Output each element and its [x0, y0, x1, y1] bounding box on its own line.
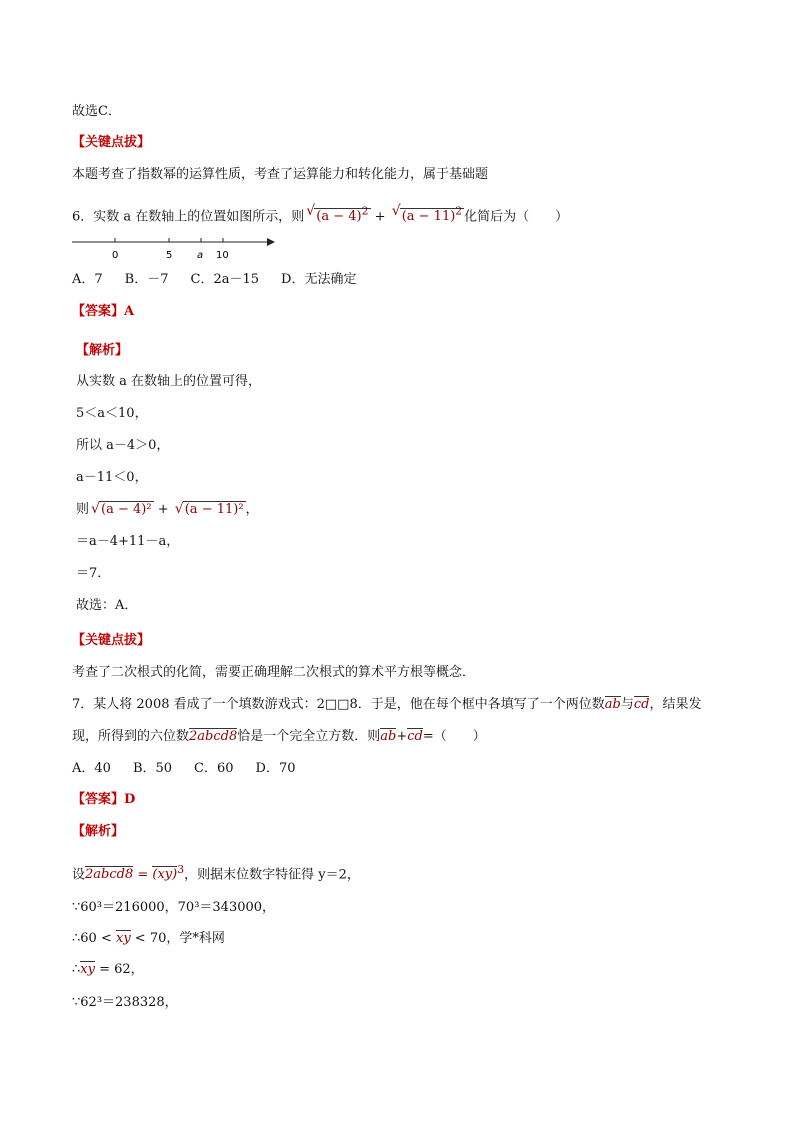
analysis-heading: 【解析】 [76, 343, 129, 358]
solution-line [72, 860, 360, 885]
sqrt-expression: √ (a − 4)² [91, 501, 152, 517]
sqrt-expression: √ $(a - 11)^2$ [391, 203, 463, 225]
solution-line: 故选：A． [76, 598, 138, 613]
radicand: (a − 4) [316, 209, 362, 225]
plus-sign: + [153, 502, 173, 517]
solution-line [72, 960, 144, 980]
solution-line [76, 500, 259, 520]
overline-expression: xy [115, 931, 131, 946]
question-7-line-2 [72, 727, 486, 747]
radicand: (a − 4)² [101, 502, 152, 517]
axis-label-5: 5 [166, 250, 173, 261]
question-7-line-1 [72, 695, 701, 715]
solution-line: 5＜a＜10， [76, 406, 148, 421]
option-c: C．60 [194, 761, 234, 776]
question-6 [72, 202, 568, 227]
radicand: (a − 11)² [184, 502, 244, 517]
text: ∴ [72, 962, 81, 977]
equals-sign: = [133, 867, 153, 883]
text: 现，所得到的六位数 [72, 729, 190, 744]
q7-options [72, 759, 318, 779]
overline-expression: cd [633, 697, 650, 712]
axis-label-0: 0 [112, 250, 119, 261]
exponent: 3 [177, 863, 185, 876]
overline-expression: ab [380, 729, 397, 744]
text: 恰是一个完全立方数．则 [237, 729, 381, 744]
q6-suffix: 化简后为（ ） [464, 209, 569, 225]
option-b: B．－7 [124, 272, 169, 287]
text-line: 本题考查了指数幂的运算性质，考查了运算能力和转化能力，属于基础题 [72, 167, 489, 182]
text-line: 故选C． [72, 104, 121, 119]
text: ，结果发 [649, 697, 702, 712]
answer-line: 【答案】D [72, 792, 136, 807]
section-heading: 【关键点拔】 [72, 633, 151, 648]
text: ， [245, 502, 259, 517]
plus-sign: + [396, 729, 408, 744]
number-line [72, 234, 282, 264]
option-d: D．70 [255, 761, 296, 776]
solution-line: a－11＜0， [76, 470, 148, 485]
sqrt-expression: √ $(a - 4)^2$ [306, 203, 369, 225]
solution-line: ＝7． [76, 566, 111, 581]
overline-expression: cd [407, 729, 423, 744]
plus-sign: + [370, 209, 390, 225]
solution-line: ∵62³＝238328， [72, 995, 178, 1010]
overline-expression: 2abcd8 [85, 867, 134, 883]
solution-line: ＝a－4+11－a， [76, 534, 180, 549]
radicand: (a − 11) [401, 209, 456, 225]
q6-prefix: 6．实数 a 在数轴上的位置如图所示，则 [72, 209, 305, 225]
option-b: B．50 [132, 761, 173, 776]
option-a: A．7 [72, 272, 103, 287]
text: ，则据末位数字特征得 y＝2， [184, 867, 360, 883]
overline-expression: (xy) [152, 867, 178, 883]
solution-line: ∵60³＝216000，70³＝343000， [72, 900, 276, 915]
option-d: D．无法确定 [281, 272, 357, 287]
text: < 70，学*科网 [130, 931, 225, 946]
axis-label-a: a [197, 250, 204, 261]
text-line: 考查了二次根式的化简，需要正确理解二次根式的算术平方根等概念． [72, 665, 476, 680]
analysis-heading: 【解析】 [72, 824, 125, 839]
text: ∴60 < [72, 931, 116, 946]
text: 与 [620, 697, 634, 712]
overline-expression: xy [80, 962, 95, 977]
overline-expression: ab [604, 697, 621, 712]
solution-line: 从实数 a 在数轴上的位置可得， [76, 374, 262, 389]
text: 7．某人将 2008 看成了一个填数游戏式：2□□8．于是，他在每个框中各填写了一个两位数 [72, 697, 605, 712]
option-a: A．40 [72, 761, 111, 776]
answer-line: 【答案】A [72, 304, 135, 319]
q6-options [72, 270, 378, 290]
option-c: C．2a－15 [190, 272, 260, 287]
text: = 62， [94, 962, 144, 977]
solution-line [72, 929, 225, 949]
text: 则 [76, 502, 90, 517]
axis-label-10: 10 [216, 250, 229, 261]
text: 设 [72, 867, 86, 883]
section-heading: 【关键点拔】 [72, 135, 151, 150]
text: =（ ） [422, 729, 486, 744]
sqrt-expression: √ (a − 11)² [174, 501, 244, 517]
overline-expression: 2abcd8 [189, 729, 238, 744]
solution-line: 所以 a－4＞0， [76, 438, 170, 453]
